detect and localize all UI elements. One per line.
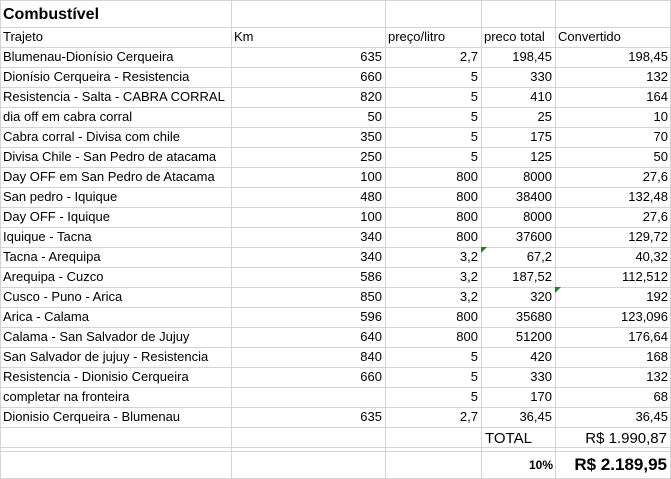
cell-trajeto[interactable]: Blumenau-Dionísio Cerqueira bbox=[3, 49, 174, 64]
cell-preco-total[interactable]: 187,52 bbox=[512, 269, 552, 284]
header-trajeto[interactable]: Trajeto bbox=[3, 29, 43, 44]
cell-km[interactable]: 840 bbox=[360, 349, 382, 364]
cell-trajeto[interactable]: Calama - San Salvador de Jujuy bbox=[3, 329, 190, 344]
cell-preco-litro[interactable]: 2,7 bbox=[459, 49, 478, 64]
cell-km[interactable]: 850 bbox=[360, 289, 382, 304]
cell-convertido[interactable]: 132 bbox=[646, 69, 668, 84]
cell-km[interactable]: 350 bbox=[360, 129, 382, 144]
cell-trajeto[interactable]: San Salvador de jujuy - Resistencia bbox=[3, 349, 209, 364]
cell-km[interactable]: 635 bbox=[360, 49, 382, 64]
comment-indicator-icon[interactable] bbox=[555, 287, 561, 293]
cell-preco-litro[interactable]: 3,2 bbox=[459, 249, 478, 264]
cell-preco-total[interactable]: 170 bbox=[530, 389, 552, 404]
cell-preco-litro[interactable]: 800 bbox=[456, 329, 478, 344]
cell-km[interactable]: 100 bbox=[360, 209, 382, 224]
cell-trajeto[interactable]: Divisa Chile - San Pedro de atacama bbox=[3, 149, 217, 164]
cell-convertido[interactable]: 164 bbox=[646, 89, 668, 104]
cell-preco-litro[interactable]: 5 bbox=[470, 369, 478, 384]
grand-total[interactable]: R$ 2.189,95 bbox=[574, 455, 667, 474]
cell-km[interactable]: 586 bbox=[360, 269, 382, 284]
total-value[interactable]: R$ 1.990,87 bbox=[585, 430, 667, 447]
cell-convertido[interactable]: 27,6 bbox=[642, 169, 668, 184]
cell-convertido[interactable]: 168 bbox=[646, 349, 668, 364]
sheet-title[interactable]: Combustível bbox=[3, 6, 100, 23]
cell-trajeto[interactable]: Resistencia - Dionisio Cerqueira bbox=[3, 369, 189, 384]
cell-km[interactable]: 660 bbox=[360, 69, 382, 84]
cell-km[interactable]: 340 bbox=[360, 249, 382, 264]
cell-preco-litro[interactable]: 800 bbox=[456, 309, 478, 324]
cell-preco-total[interactable]: 35680 bbox=[515, 309, 552, 324]
cell-km[interactable]: 250 bbox=[360, 149, 382, 164]
cell-trajeto[interactable]: Dionisio Cerqueira - Blumenau bbox=[3, 409, 181, 424]
cell-preco-total[interactable]: 8000 bbox=[523, 169, 552, 184]
cell-trajeto[interactable]: Day OFF em San Pedro de Atacama bbox=[3, 169, 215, 184]
cell-preco-litro[interactable]: 5 bbox=[470, 109, 478, 124]
cell-preco-total[interactable]: 330 bbox=[530, 369, 552, 384]
cell-trajeto[interactable]: Tacna - Arequipa bbox=[3, 249, 101, 264]
cell-preco-total[interactable]: 198,45 bbox=[512, 49, 552, 64]
cell-preco-litro[interactable]: 5 bbox=[470, 149, 478, 164]
cell-trajeto[interactable]: Iquique - Tacna bbox=[3, 229, 92, 244]
cell-convertido[interactable]: 36,45 bbox=[635, 409, 668, 424]
cell-preco-total[interactable]: 320 bbox=[530, 289, 552, 304]
cell-preco-litro[interactable]: 800 bbox=[456, 209, 478, 224]
cell-km[interactable]: 635 bbox=[360, 409, 382, 424]
cell-preco-total[interactable]: 330 bbox=[530, 69, 552, 84]
cell-convertido[interactable]: 50 bbox=[653, 149, 668, 164]
cell-convertido[interactable]: 192 bbox=[646, 289, 668, 304]
cell-preco-litro[interactable]: 3,2 bbox=[459, 289, 478, 304]
cell-preco-total[interactable]: 8000 bbox=[523, 209, 552, 224]
cell-convertido[interactable]: 123,096 bbox=[621, 309, 668, 324]
cell-preco-litro[interactable]: 800 bbox=[456, 169, 478, 184]
cell-preco-total[interactable]: 125 bbox=[530, 149, 552, 164]
cell-km[interactable] bbox=[231, 387, 385, 407]
cell-km[interactable]: 596 bbox=[360, 309, 382, 324]
cell-trajeto[interactable]: Resistencia - Salta - CABRA CORRAL bbox=[3, 89, 225, 104]
cell-convertido[interactable]: 68 bbox=[653, 389, 668, 404]
cell-km[interactable]: 660 bbox=[360, 369, 382, 384]
cell-convertido[interactable]: 70 bbox=[653, 129, 668, 144]
cell-preco-litro[interactable]: 5 bbox=[470, 129, 478, 144]
cell-preco-total[interactable]: 410 bbox=[530, 89, 552, 104]
cell-trajeto[interactable]: Arequipa - Cuzco bbox=[3, 269, 104, 284]
cell-km[interactable]: 340 bbox=[360, 229, 382, 244]
cell-preco-total[interactable]: 37600 bbox=[515, 229, 552, 244]
header-convertido[interactable]: Convertido bbox=[558, 29, 621, 44]
cell-trajeto[interactable]: completar na fronteira bbox=[3, 389, 130, 404]
cell-km[interactable]: 50 bbox=[367, 109, 382, 124]
percent-label[interactable]: 10% bbox=[528, 458, 553, 472]
comment-indicator-icon[interactable] bbox=[481, 247, 487, 253]
cell-preco-litro[interactable]: 5 bbox=[470, 69, 478, 84]
cell-preco-total[interactable]: 420 bbox=[530, 349, 552, 364]
header-preco-litro[interactable]: preço/litro bbox=[388, 29, 446, 44]
gridline-horizontal bbox=[0, 451, 671, 452]
cell-preco-litro[interactable]: 5 bbox=[470, 89, 478, 104]
cell-convertido[interactable]: 132 bbox=[646, 369, 668, 384]
cell-convertido[interactable]: 132,48 bbox=[628, 189, 668, 204]
cell-convertido[interactable]: 129,72 bbox=[628, 229, 668, 244]
cell-preco-total[interactable]: 67,2 bbox=[526, 249, 552, 264]
cell-trajeto[interactable]: San pedro - Iquique bbox=[3, 189, 118, 204]
cell-trajeto[interactable]: dia off em cabra corral bbox=[3, 109, 133, 124]
cell-km[interactable]: 640 bbox=[360, 329, 382, 344]
cell-km[interactable]: 100 bbox=[360, 169, 382, 184]
cell-convertido[interactable]: 10 bbox=[653, 109, 668, 124]
cell-convertido[interactable]: 40,32 bbox=[635, 249, 668, 264]
cell-convertido[interactable]: 176,64 bbox=[628, 329, 668, 344]
cell-trajeto[interactable]: Arica - Calama bbox=[3, 309, 89, 324]
header-preco-total[interactable]: preco total bbox=[484, 29, 545, 44]
cell-preco-total[interactable]: 36,45 bbox=[519, 409, 552, 424]
cell-convertido[interactable]: 198,45 bbox=[628, 49, 668, 64]
cell-preco-total[interactable]: 175 bbox=[530, 129, 552, 144]
cell-preco-litro[interactable]: 2,7 bbox=[459, 409, 478, 424]
cell-preco-litro[interactable]: 800 bbox=[456, 189, 478, 204]
cell-preco-total[interactable]: 25 bbox=[537, 109, 552, 124]
total-label[interactable]: TOTAL bbox=[485, 430, 532, 447]
cell-convertido[interactable]: 27,6 bbox=[642, 209, 668, 224]
cell-trajeto[interactable]: Day OFF - Iquique bbox=[3, 209, 110, 224]
cell-preco-total[interactable]: 38400 bbox=[515, 189, 552, 204]
cell-trajeto[interactable]: Dionísio Cerqueira - Resistencia bbox=[3, 69, 190, 84]
cell-preco-litro[interactable]: 3,2 bbox=[459, 269, 478, 284]
cell-convertido[interactable]: 112,512 bbox=[621, 269, 668, 284]
header-km[interactable]: Km bbox=[234, 29, 254, 44]
cell-km[interactable]: 820 bbox=[360, 89, 382, 104]
cell-preco-litro[interactable]: 5 bbox=[470, 389, 478, 404]
cell-km[interactable]: 480 bbox=[360, 189, 382, 204]
cell-trajeto[interactable]: Cabra corral - Divisa com chile bbox=[3, 129, 180, 144]
cell-preco-litro[interactable]: 800 bbox=[456, 229, 478, 244]
cell-trajeto[interactable]: Cusco - Puno - Arica bbox=[3, 289, 123, 304]
cell-preco-litro[interactable]: 5 bbox=[470, 349, 478, 364]
cell-preco-total[interactable]: 51200 bbox=[515, 329, 552, 344]
